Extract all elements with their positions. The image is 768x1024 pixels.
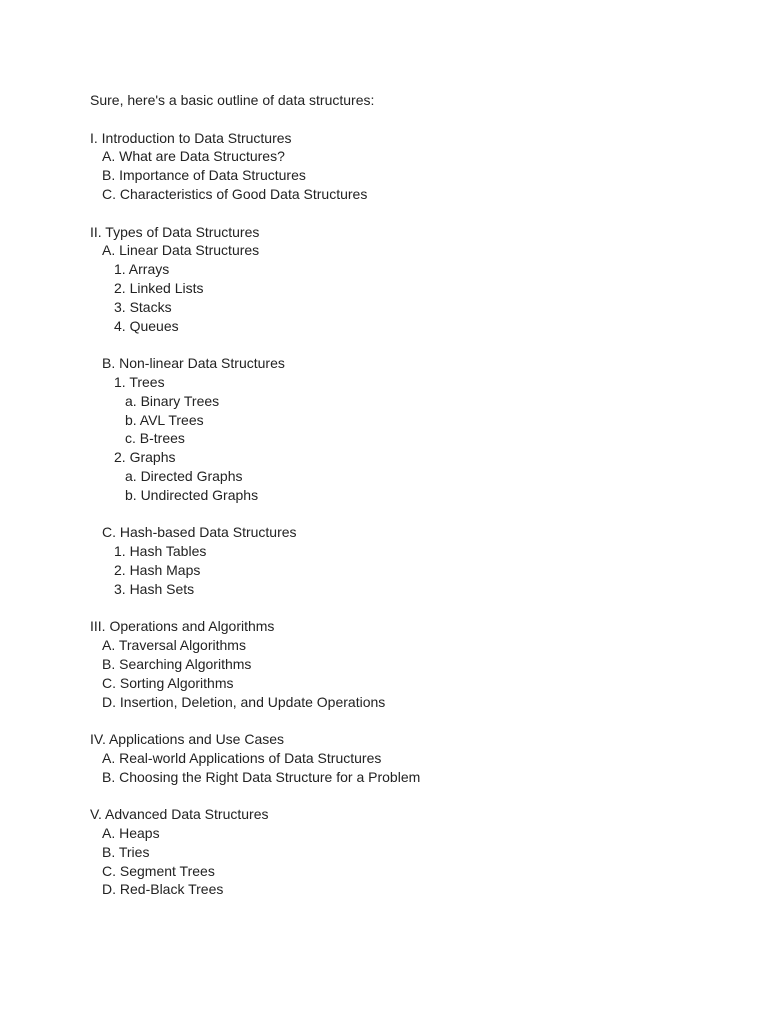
outline-section-heading: I. Introduction to Data Structures — [90, 129, 292, 146]
outline-subsection: A. What are Data Structures? — [102, 148, 285, 165]
outline-subitem: c. B-trees — [125, 430, 185, 447]
outline-subitem: a. Binary Trees — [125, 392, 220, 409]
outline-item: 2. Graphs — [114, 449, 176, 466]
spacer — [90, 505, 690, 524]
outline-subsection: A. Linear Data Structures — [102, 242, 260, 259]
outline-list — [90, 129, 690, 900]
outline-subsection: B. Non-linear Data Structures — [102, 355, 285, 372]
outline-subsection: B. Choosing the Right Data Structure for a Problem — [102, 768, 421, 785]
outline-subsection: C. Segment Trees — [102, 862, 215, 879]
outline-subitem: b. Undirected Graphs — [125, 486, 259, 503]
spacer — [90, 335, 690, 354]
outline-item: 4. Queues — [114, 317, 179, 334]
outline-subsection: B. Importance of Data Structures — [102, 167, 306, 184]
intro-text: Sure, here's a basic outline of data structures: — [90, 92, 375, 108]
outline-subitem: b. AVL Trees — [125, 411, 204, 428]
spacer — [90, 786, 690, 805]
outline-subsection: B. Searching Algorithms — [102, 655, 252, 672]
outline-subsection: A. Heaps — [102, 825, 160, 842]
outline-subsection: A. Traversal Algorithms — [102, 637, 246, 654]
outline-section-heading: III. Operations and Algorithms — [90, 618, 275, 635]
outline-item: 1. Arrays — [114, 261, 170, 278]
outline-item: 2. Hash Maps — [114, 561, 201, 578]
outline-item: 2. Linked Lists — [114, 279, 204, 296]
outline-subsection: C. Hash-based Data Structures — [102, 524, 297, 541]
outline-subsection: D. Red-Black Trees — [102, 881, 224, 898]
outline-subsection: B. Tries — [102, 843, 150, 860]
spacer — [90, 110, 690, 129]
outline-section-heading: IV. Applications and Use Cases — [90, 731, 285, 748]
spacer — [90, 204, 690, 223]
outline-subsection: A. Real-world Applications of Data Structures — [102, 749, 382, 766]
spacer — [90, 711, 690, 730]
outline-subsection: C. Sorting Algorithms — [102, 674, 234, 691]
outline-subsection: D. Insertion, Deletion, and Update Operations — [102, 693, 386, 710]
outline-item: 3. Stacks — [114, 298, 172, 315]
outline-item: 1. Hash Tables — [114, 543, 207, 560]
outline-item: 1. Trees — [114, 373, 165, 390]
outline-section-heading: II. Types of Data Structures — [90, 223, 260, 240]
document-body — [90, 91, 690, 899]
outline-subsection: C. Characteristics of Good Data Structures — [102, 185, 368, 202]
outline-section-heading: V. Advanced Data Structures — [90, 806, 269, 823]
outline-item: 3. Hash Sets — [114, 580, 195, 597]
outline-subitem: a. Directed Graphs — [125, 467, 243, 484]
spacer — [90, 599, 690, 618]
